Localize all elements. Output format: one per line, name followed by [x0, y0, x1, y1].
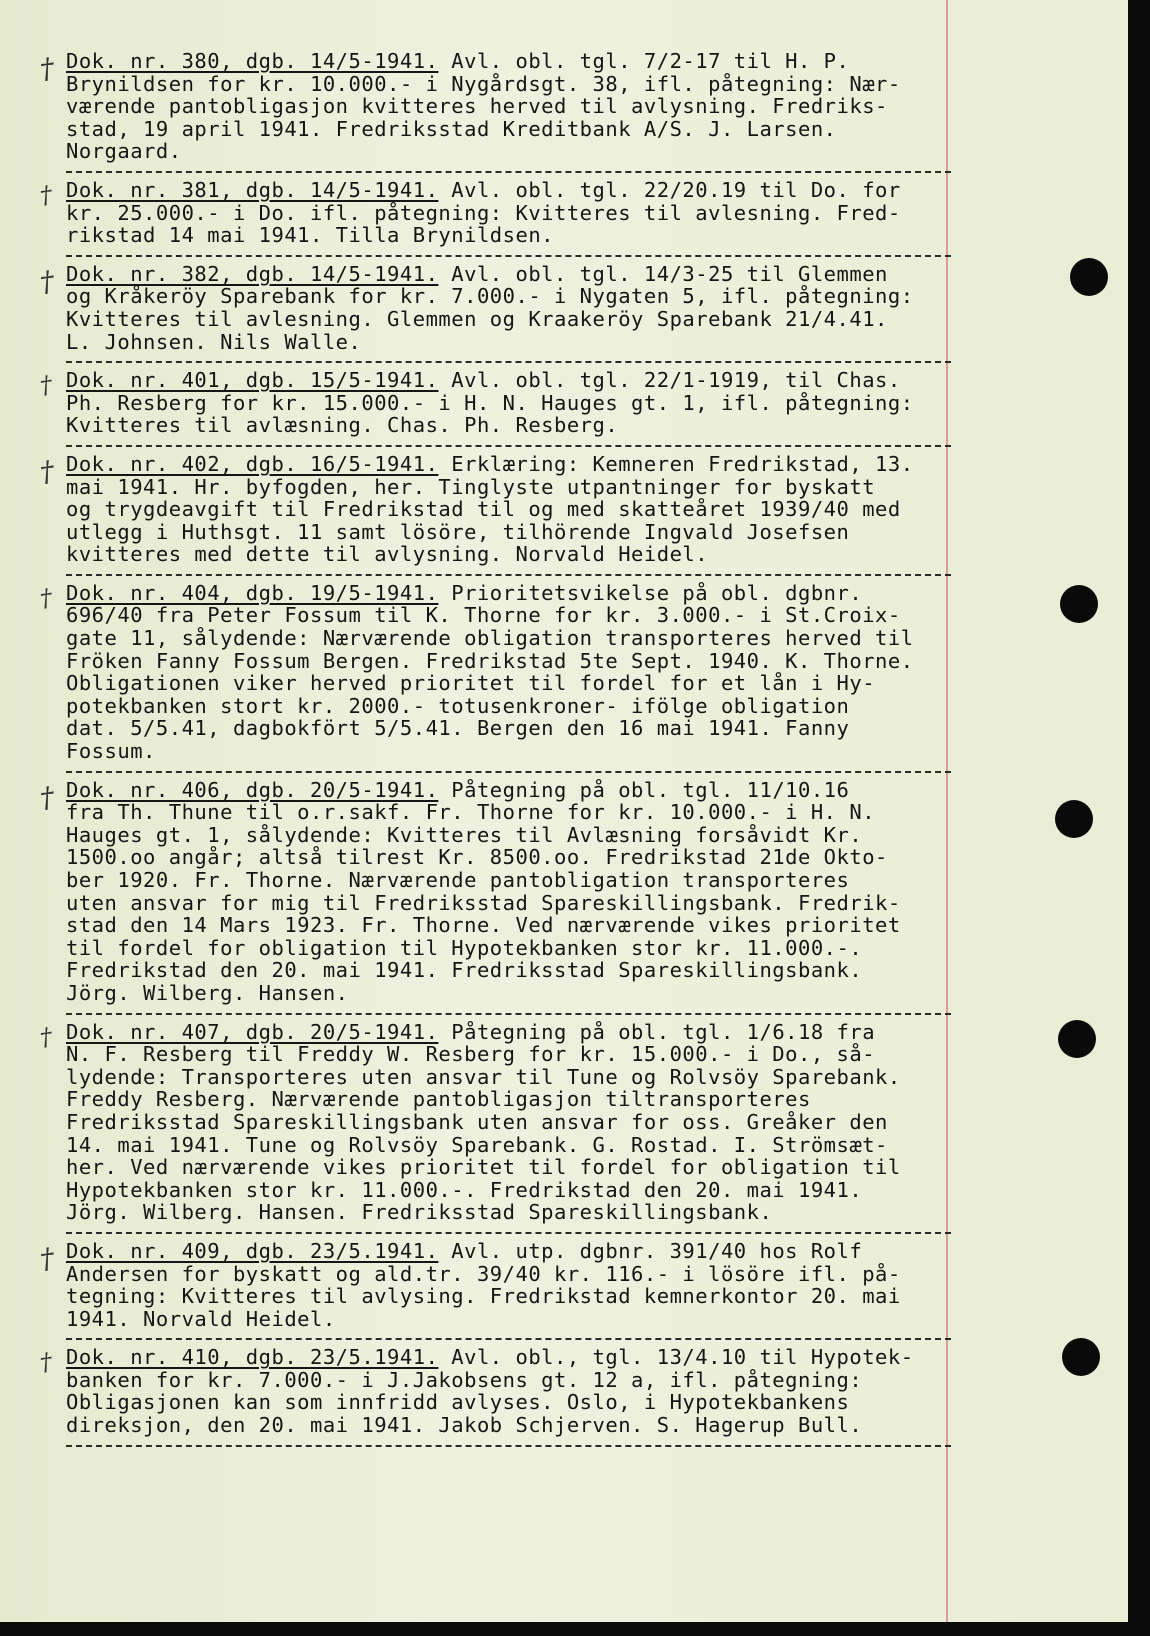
punch-hole — [1055, 800, 1093, 838]
entry-line: 696/40 fra Peter Fossum til K. Thorne for kr. 3.000.- i St.Croix- — [66, 603, 901, 628]
entry-line: Norgaard. — [66, 139, 182, 164]
entry-line: Andersen for byskatt og ald.tr. 39/40 kr. 116.- i lösöre ifl. på- — [66, 1261, 901, 1286]
entry-header: Dok. nr. 401, dgb. 15/5-1941. — [66, 368, 439, 393]
document-entry — [37, 49, 966, 173]
entry-separator — [66, 171, 951, 173]
entry-first-line — [66, 179, 966, 202]
entry-line: Freddy Resberg. Nærværende pantobligasjon tiltransporteres — [66, 1087, 811, 1112]
entry-text: Avl. obl. tgl. 22/1-1919, til Chas. — [438, 368, 901, 393]
entry-line: kr. 25.000.- i Do. ifl. påtegning: Kvitteres til avlesning. Fred- — [66, 200, 901, 225]
entry-line: her. Ved nærværende vikes prioritet til fordel for obligation til — [66, 1155, 901, 1180]
entry-separator — [66, 771, 951, 773]
entry-first-line — [66, 779, 966, 802]
entry-header: Dok. nr. 402, dgb. 16/5-1941. — [66, 451, 439, 476]
handwritten-check-mark: † — [37, 263, 57, 299]
entry-header: Dok. nr. 381, dgb. 14/5-1941. — [66, 177, 439, 202]
document-entry — [37, 1238, 966, 1340]
entry-line: dat. 5/5.41, dagbokfört 5/5.41. Bergen den 16 mai 1941. Fanny — [66, 716, 850, 741]
entry-line: uten ansvar for mig til Fredriksstad Spareskillingsbank. Fredrik- — [66, 890, 901, 915]
entry-first-line — [66, 1240, 966, 1263]
entry-line: Fröken Fanny Fossum Bergen. Fredrikstad 5te Sept. 1940. K. Thorne. — [66, 648, 914, 673]
entry-line: utlegg i Huthsgt. 11 samt lösöre, tilhörende Ingvald Josefsen — [66, 519, 850, 544]
handwritten-check-mark: † — [37, 779, 57, 815]
entry-header: Dok. nr. 407, dgb. 20/5-1941. — [66, 1019, 439, 1044]
entry-header: Dok. nr. 406, dgb. 20/5-1941. — [66, 777, 439, 802]
entry-first-line — [66, 1346, 966, 1369]
entry-first-line — [66, 1021, 966, 1044]
document-entry — [37, 777, 966, 1015]
punch-hole — [1062, 1338, 1100, 1376]
entry-header: Dok. nr. 409, dgb. 23/5.1941. — [66, 1238, 439, 1263]
entry-header: Dok. nr. 404, dgb. 19/5-1941. — [66, 580, 439, 605]
entry-line: Fossum. — [66, 739, 156, 764]
punch-hole — [1058, 1020, 1096, 1058]
handwritten-check-mark: † — [38, 1347, 54, 1377]
entry-line: Jörg. Wilberg. Hansen. Fredriksstad Spareskillingsbank. — [66, 1200, 773, 1225]
entry-line: Kvitteres til avlæsning. Chas. Ph. Resberg. — [66, 413, 619, 438]
handwritten-check-mark: † — [38, 1021, 54, 1052]
punch-hole — [1070, 258, 1108, 296]
entry-line: ber 1920. Fr. Thorne. Nærværende pantobligation transporteres — [66, 868, 850, 892]
entry-line: L. Johnsen. Nils Walle. — [66, 329, 362, 354]
entry-line: banken for kr. 7.000.- i J.Jakobsens gt. 12 a, ifl. påtegning: — [66, 1367, 863, 1392]
entry-line: 1500.oo angår; altså tilrest Kr. 8500.oo. Fredrikstad 21de Okto- — [66, 845, 888, 870]
entry-line: Jörg. Wilberg. Hansen. — [66, 980, 349, 1005]
entry-text: Avl. obl., tgl. 13/4.10 til Hypotek- — [438, 1345, 914, 1370]
entry-line: fra Th. Thune til o.r.sakf. Fr. Thorne for kr. 10.000.- i H. N. — [66, 800, 876, 825]
punch-hole — [1060, 585, 1098, 623]
entry-line: potekbanken stort kr. 2000.- totusenkroner- ifölge obligation — [66, 693, 850, 718]
handwritten-check-mark: † — [37, 1241, 57, 1276]
entry-first-line — [66, 50, 966, 73]
entry-line: tegning: Kvitteres til avlysing. Fredrikstad kemnerkontor 20. mai — [66, 1284, 901, 1309]
handwritten-check-mark: † — [37, 51, 57, 86]
entry-header: Dok. nr. 382, dgb. 14/5-1941. — [66, 261, 439, 286]
entry-line: stad, 19 april 1941. Fredriksstad Kreditbank A/S. J. Larsen. — [66, 116, 837, 141]
entry-text: Erklæring: Kemneren Fredrikstad, 13. — [438, 451, 914, 476]
entry-line: værende pantobligasjon kvitteres herved til avlysning. Fredriks- — [66, 94, 888, 119]
entry-line: kvitteres med dette til avlysning. Norvald Heidel. — [66, 542, 709, 567]
handwritten-check-mark: † — [38, 370, 54, 400]
entry-first-line — [66, 453, 966, 476]
entry-line: Brynildsen for kr. 10.000.- i Nygårdsgt. 38, ifl. påtegning: Nær- — [66, 71, 901, 96]
entry-text: Avl. obl. tgl. 22/20.19 til Do. for — [438, 177, 901, 202]
entry-line: Fredrikstad den 20. mai 1941. Fredriksstad Spareskillingsbank. — [66, 958, 863, 983]
entry-separator — [66, 574, 951, 576]
entry-line: rikstad 14 mai 1941. Tilla Brynildsen. — [66, 223, 554, 248]
document-entry — [38, 1345, 966, 1446]
entry-header: Dok. nr. 380, dgb. 14/5-1941. — [66, 49, 439, 73]
entry-text: Påtegning på obl. tgl. 11/10.16 — [438, 777, 850, 802]
document-entry — [38, 580, 966, 773]
entry-line: og Kråkeröy Sparebank for kr. 7.000.- i Nygaten 5, ifl. påtegning: — [66, 284, 914, 309]
document-entry — [38, 368, 966, 447]
handwritten-check-mark: † — [38, 180, 54, 210]
document-entries — [37, 49, 966, 1453]
entry-text: Prioritetsvikelse på obl. dgbnr. — [438, 580, 863, 605]
entry-line: lydende: Transporteres uten ansvar til Tune og Rolvsöy Sparebank. — [66, 1064, 901, 1089]
entry-first-line — [66, 369, 966, 392]
entry-line: N. F. Resberg til Freddy W. Resberg for kr. 15.000.- i Do., så- — [66, 1042, 876, 1067]
entry-line: gate 11, sålydende: Nærværende obligation transporteres herved til — [66, 626, 914, 651]
handwritten-check-mark: † — [37, 454, 57, 489]
document-entry — [37, 451, 966, 576]
entry-line: 1941. Norvald Heidel. — [66, 1306, 336, 1331]
document-entry — [37, 261, 966, 363]
entry-line: Hypotekbanken stor kr. 11.000.-. Fredrikstad den 20. mai 1941. — [66, 1177, 863, 1202]
document-entry — [38, 177, 966, 257]
entry-text: Avl. utp. dgbnr. 391/40 hos Rolf — [438, 1238, 863, 1263]
entry-header: Dok. nr. 410, dgb. 23/5.1941. — [66, 1345, 439, 1370]
entry-line: Obligasjonen kan som innfridd avlyses. Oslo, i Hypotekbankens — [66, 1390, 850, 1415]
entry-line: Fredriksstad Spareskillingsbank uten ansvar for oss. Greåker den — [66, 1109, 888, 1134]
entry-separator — [66, 1013, 951, 1015]
handwritten-check-mark: † — [38, 583, 54, 613]
entry-separator — [66, 1445, 951, 1447]
entry-line: Obligationen viker herved prioritet til fordel for et lån i Hy- — [66, 671, 876, 696]
entry-separator — [66, 361, 951, 363]
entry-first-line — [66, 582, 966, 605]
entry-line: mai 1941. Hr. byfogden, her. Tinglyste utpantninger for byskatt — [66, 474, 876, 499]
entry-separator — [66, 1338, 951, 1340]
entry-line: Hauges gt. 1, sålydende: Kvitteres til Avlæsning forsåvidt Kr. — [66, 822, 863, 847]
entry-text: Avl. obl. tgl. 7/2-17 til H. P. — [438, 49, 850, 73]
entry-line: stad den 14 Mars 1923. Fr. Thorne. Ved nærværende vikes prioritet — [66, 913, 901, 938]
entry-separator — [66, 255, 951, 257]
entry-separator — [66, 445, 951, 447]
entry-first-line — [66, 263, 966, 286]
entry-line: Ph. Resberg for kr. 15.000.- i H. N. Hauges gt. 1, ifl. påtegning: — [66, 390, 914, 415]
entry-line: direksjon, den 20. mai 1941. Jakob Schjerven. S. Hagerup Bull. — [66, 1413, 863, 1438]
entry-line: 14. mai 1941. Tune og Rolvsöy Sparebank. G. Rostad. I. Strömsæt- — [66, 1132, 888, 1157]
entry-line: til fordel for obligation til Hypotekbanken stor kr. 11.000.-. — [66, 935, 863, 960]
document-entry — [38, 1019, 966, 1234]
entry-separator — [66, 1232, 951, 1234]
entry-text: Påtegning på obl. tgl. 1/6.18 fra — [438, 1019, 876, 1044]
entry-text: Avl. obl. tgl. 14/3-25 til Glemmen — [438, 261, 888, 286]
entry-line: og trygdeavgift til Fredrikstad til og med skatteåret 1939/40 med — [66, 497, 901, 522]
entry-line: Kvitteres til avlesning. Glemmen og Kraakeröy Sparebank 21/4.41. — [66, 306, 888, 331]
